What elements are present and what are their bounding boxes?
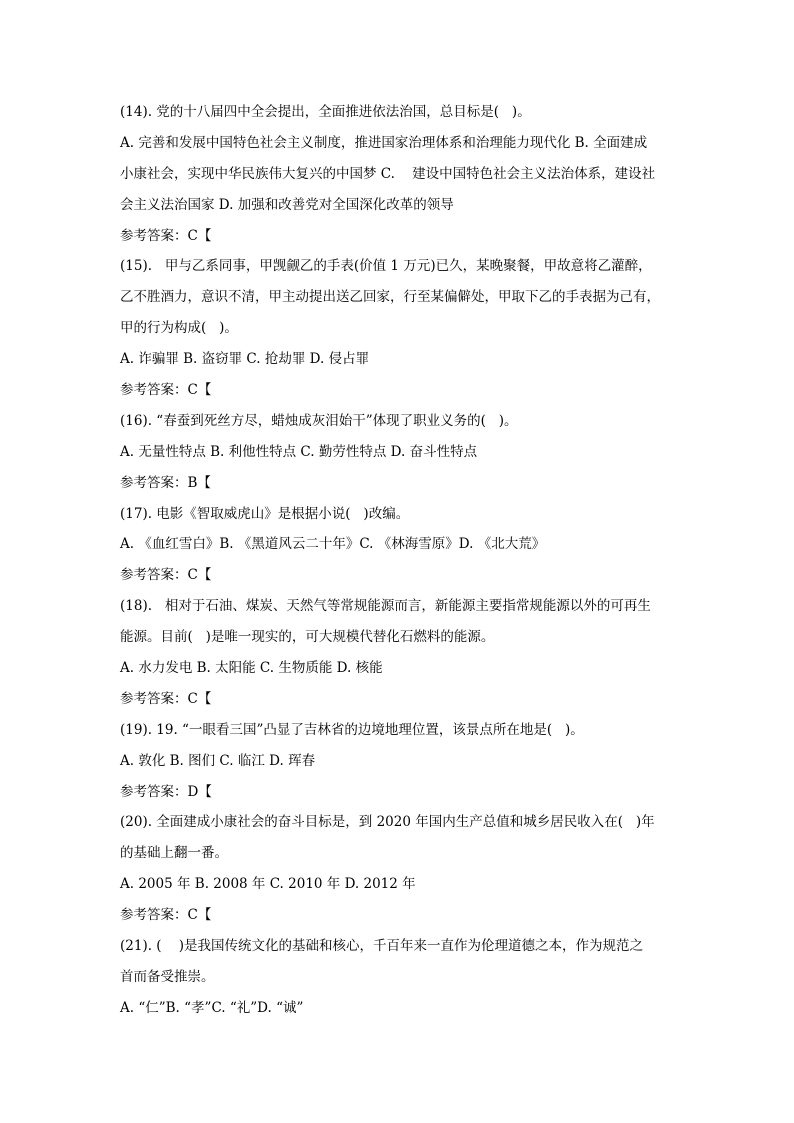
question-options-line: A. 无量性特点 B. 利他性特点 C. 勤劳性特点 D. 奋斗性特点 [120,443,478,460]
question-18 [120,591,680,715]
question-options-line: A. 敦化 B. 图们 C. 临江 D. 珲春 [120,752,316,769]
question-21 [120,931,680,1024]
question-stem-line: (21). ( )是我国传统文化的基础和核心，千百年来一直作为伦理道德之本，作为规范之 [120,938,643,955]
question-stem-line: 甲的行为构成( )。 [120,320,238,337]
question-stem-line: (19). 19. “一眼看三国”凸显了吉林省的边境地理位置，该景点所在地是( )。 [120,721,584,738]
answer-line: 参考答案：D【 [120,783,212,800]
question-stem-line: (15). 甲与乙系同事，甲觊觎乙的手表(价值 1 万元)已久，某晚聚餐，甲故意将乙灌醉， [120,258,652,275]
question-stem-line: (18). 相对于石油、煤炭、天然气等常规能源而言，新能源主要指常规能源以外的可再生 [120,598,651,615]
answer-line: 参考答案：C【 [120,382,212,399]
question-stem-line: (16). “春蚕到死丝方尽，蜡烛成灰泪始干”体现了职业义务的( )。 [120,412,518,429]
question-stem-line: 能源。目前( )是唯一现实的，可大规模代替化石燃料的能源。 [120,629,495,646]
question-14 [120,97,680,251]
answer-line: 参考答案：B【 [120,474,211,491]
question-options-line: A. 诈骗罪 B. 盗窃罪 C. 抢劫罪 D. 侵占罪 [120,351,370,368]
answer-line: 参考答案：C【 [120,907,212,924]
question-16 [120,406,680,499]
question-20 [120,807,680,931]
question-options-line: 小康社会，实现中华民族伟大复兴的中国梦 C. 建设中国特色社会主义法治体系，建设社 [120,165,656,182]
answer-line: 参考答案：C【 [120,690,212,707]
question-options-line: A. “仁”B. “孝”C. “礼”D. “诚” [120,999,304,1016]
answer-line: 参考答案：C【 [120,227,212,244]
question-options-line: A. 完善和发展中国特色社会主义制度，推进国家治理体系和治理能力现代化 B. 全面建成 [120,134,648,151]
question-options-line: A. 《血红雪白》B. 《黑道风云二十年》C. 《林海雪原》D. 《北大荒》 [120,536,546,553]
question-options-line: A. 水力发电 B. 太阳能 C. 生物质能 D. 核能 [120,660,383,677]
question-19 [120,715,680,808]
question-options-line: A. 2005 年 B. 2008 年 C. 2010 年 D. 2012 年 [120,876,416,893]
question-15 [120,251,680,405]
question-stem-line: 乙不胜酒力，意识不清，甲主动提出送乙回家，行至某偏僻处，甲取下乙的手表据为己有， [120,289,660,306]
question-stem-line: 首而备受推崇。 [120,968,215,985]
question-stem-line: (17). 电影《智取威虎山》是根据小说( )改编。 [120,505,410,522]
question-list [120,97,680,1024]
question-stem-line: (14). 党的十八届四中全会提出，全面推进依法治国，总目标是( )。 [120,104,531,120]
question-stem-line: (20). 全面建成小康社会的奋斗目标是，到 2020 年国内生产总值和城乡居民收入在( )年 [120,814,655,831]
question-17 [120,499,680,592]
question-options-line: 会主义法治国家 D. 加强和改善党对全国深化改革的领导 [120,196,454,213]
question-stem-line: 的基础上翻一番。 [120,845,228,862]
answer-line: 参考答案：C【 [120,567,212,584]
